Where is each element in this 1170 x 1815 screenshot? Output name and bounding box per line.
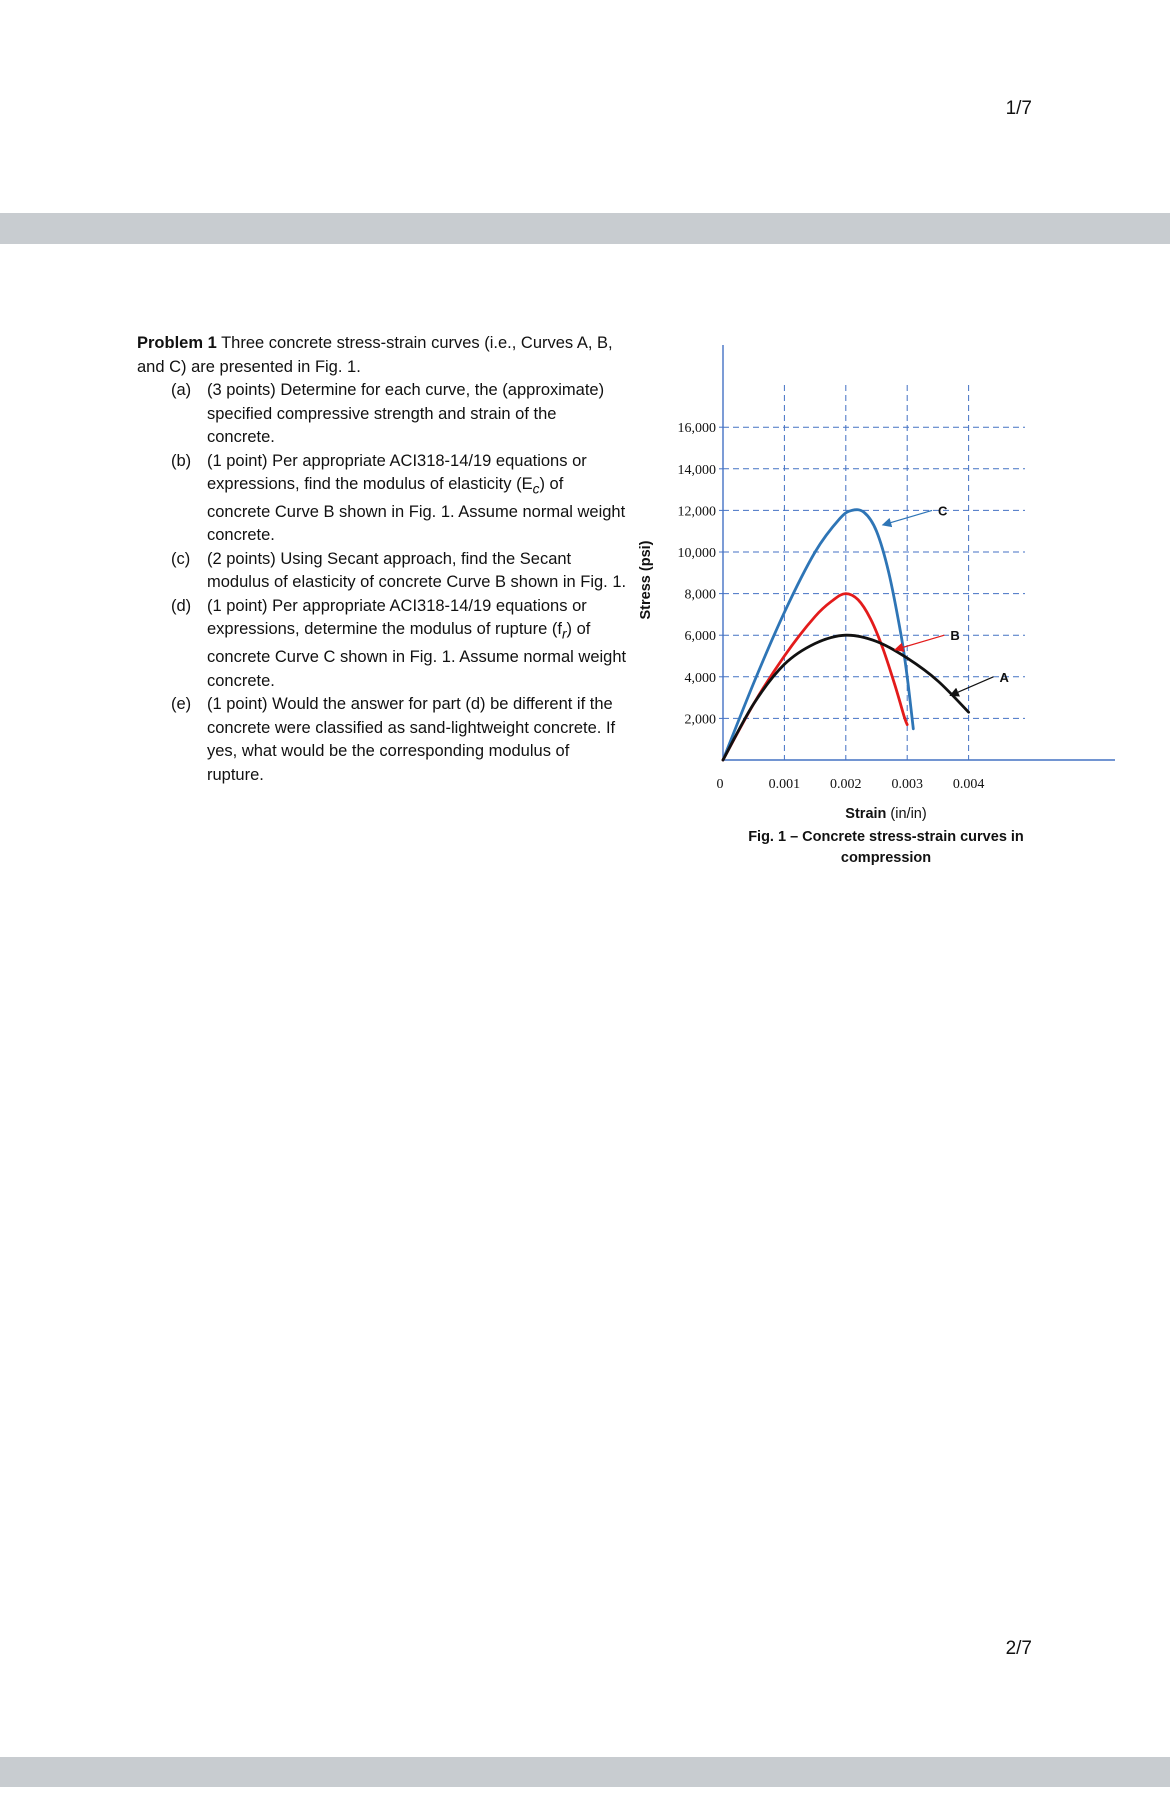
page-separator-top [0, 213, 1170, 244]
part-text: (3 points) Determine for each curve, the (approximate) specified compressive strength and strain of the concrete. [207, 381, 605, 446]
curve-b-label: B [950, 628, 960, 644]
page-separator-bottom [0, 1757, 1170, 1787]
problem-block [137, 332, 627, 787]
part-d [137, 595, 627, 693]
curve-a-leader-arrow [950, 677, 993, 696]
y-tick-label: 10,000 [677, 546, 716, 561]
x-tick-label: 0 [716, 777, 724, 792]
x-tick-label: 0.002 [830, 777, 862, 792]
figure-caption-line2: compression [840, 850, 932, 866]
x-axis-label-unit: (in/in) [890, 806, 927, 822]
y-tick-label: 14,000 [677, 462, 716, 478]
curve-a-label: A [999, 669, 1009, 685]
x-axis-label-bold: Strain [845, 806, 887, 822]
y-tick-label: 4,000 [684, 670, 716, 686]
problem-title: Problem 1 [137, 334, 217, 352]
problem-intro-text: Three concrete stress-strain curves (i.e., Curves A, B, and C) are presented in Fig. 1. [137, 334, 613, 376]
part-e [137, 693, 627, 787]
problem-parts [137, 379, 627, 787]
x-tick-label: 0.001 [768, 777, 801, 792]
part-letter: (d) [171, 596, 192, 615]
y-tick-label: 6,000 [684, 629, 716, 645]
y-tick-label: 16,000 [677, 421, 716, 437]
part-text: (2 points) Using Secant approach, find the Secant modulus of elasticity of concrete Curve B shown in Fig. 1. [207, 549, 627, 592]
part-text-tail: ) of concrete Curve C shown in Fig. 1. Assume normal weight concrete. [207, 620, 627, 690]
problem-intro [137, 332, 627, 379]
curve-c-leader-arrow [883, 510, 932, 525]
part-subscript: r [561, 626, 567, 642]
part-b [137, 450, 627, 548]
x-axis-label [845, 806, 926, 822]
page-number-top: 1/7 [1005, 98, 1032, 119]
part-a [137, 379, 627, 450]
part-text: (1 point) Per appropriate ACI318-14/19 equations or expressions, find the modulus of elasticity (E [207, 451, 587, 493]
y-tick-label: 8,000 [684, 587, 716, 603]
x-tick-label: 0.003 [891, 777, 923, 792]
part-text-tail: ) of concrete Curve B shown in Fig. 1. Assume normal weight concrete. [207, 475, 626, 545]
y-axis-label: Stress (psi) [638, 540, 654, 620]
figure-caption-line1: Fig. 1 – Concrete stress-strain curves in [748, 829, 1024, 845]
part-text: (1 point) Per appropriate ACI318-14/19 equations or expressions, determine the modulus of rupture (f [207, 596, 587, 639]
chart-annotations [883, 503, 1010, 695]
page-number-bottom: 2/7 [1005, 1638, 1032, 1659]
part-c [137, 548, 627, 595]
part-text: (1 point) Would the answer for part (d) be different if the concrete were classified as sand-lightweight concrete. If yes, what would be the corresponding modulus of rupture. [207, 695, 616, 784]
x-tick-label: 0.004 [952, 777, 985, 792]
y-tick-label: 2,000 [684, 712, 716, 728]
part-letter: (c) [171, 549, 191, 568]
curve-c-label: C [938, 503, 948, 519]
stress-strain-chart [620, 330, 1120, 890]
chart-grid [723, 385, 1025, 760]
part-letter: (e) [171, 695, 192, 714]
part-letter: (a) [171, 381, 192, 399]
part-letter: (b) [171, 451, 192, 470]
part-subscript: c [532, 481, 540, 497]
y-tick-label: 12,000 [677, 504, 716, 520]
